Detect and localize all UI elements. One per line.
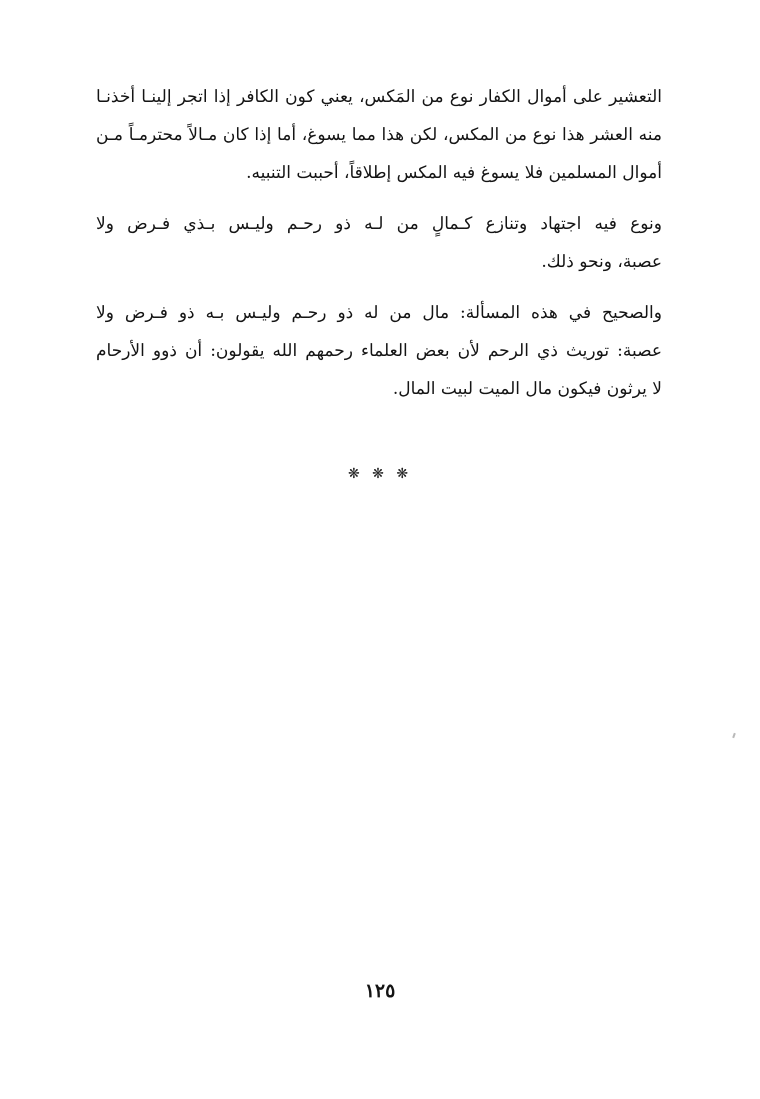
scan-speck xyxy=(732,733,736,738)
paragraph-1 xyxy=(96,78,662,192)
paragraph-2-line-2: عصبة، ونحو ذلك. xyxy=(541,252,662,272)
page-number: ١٢٥ xyxy=(364,980,396,1002)
paragraph-2-line-1: ونوع فيه اجتهاد وتنازع كـمالٍ من لـه ذو رحـم وليـس بـذي فـرض ولا xyxy=(96,214,662,234)
paragraph-1-line-2: منه العشر هذا نوع من المكس، لكن هذا مما يسوغ، أما إذا كان مـالاً محترمـاً مـن xyxy=(96,125,662,145)
paragraph-2 xyxy=(96,205,662,281)
paragraph-3-line-2: عصبة: توريث ذي الرحم لأن بعض العلماء رحمهم الله يقولون: أن ذوو الأرحام xyxy=(96,341,662,361)
paragraph-3 xyxy=(96,294,662,408)
paragraph-1-line-1: التعشير على أموال الكفار نوع من المَكس، يعني كون الكافر إذا اتجر إلينـا أخذنـا xyxy=(96,87,662,107)
paragraph-1-line-3: أموال المسلمين فلا يسوغ فيه المكس إطلاقاً، أحببت التنبيه. xyxy=(246,163,662,183)
section-separator-asterisks: ❋ ❋ ❋ xyxy=(347,466,413,482)
paragraph-3-line-3: لا يرثون فيكون مال الميت لبيت المال. xyxy=(392,379,662,399)
paragraph-3-line-1: والصحيح في هذه المسألة: مال من له ذو رحـم وليـس بـه ذو فـرض ولا xyxy=(96,303,662,323)
